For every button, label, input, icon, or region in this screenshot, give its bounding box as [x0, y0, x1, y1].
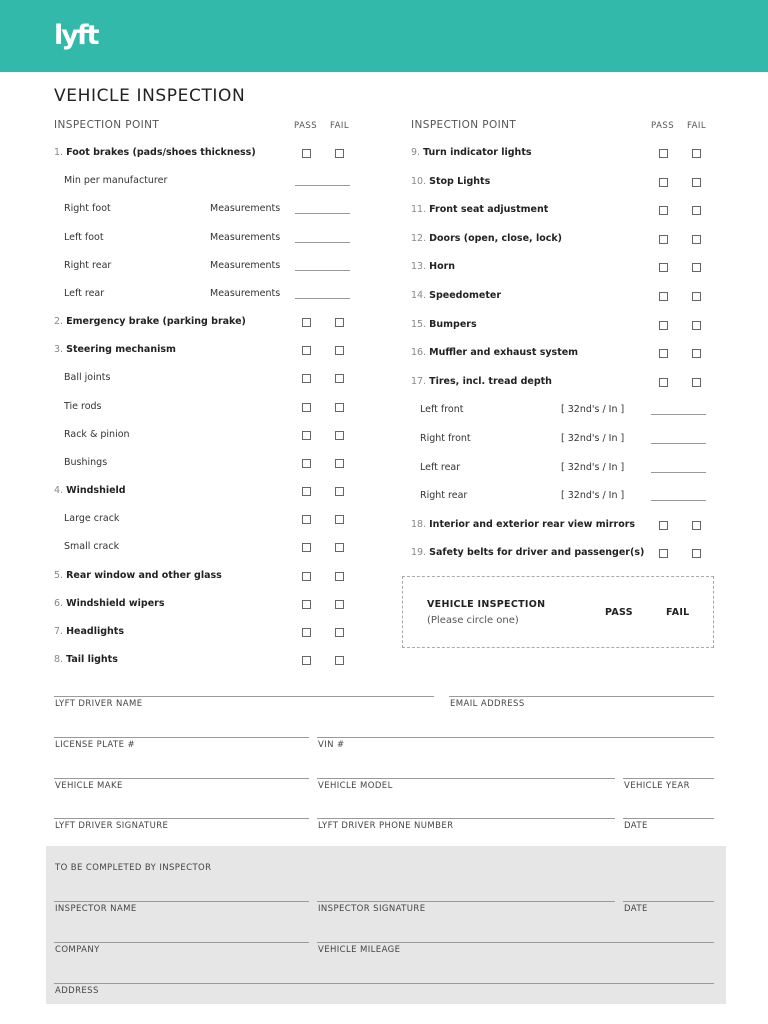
item-number: 18. [411, 518, 427, 530]
email-line[interactable] [449, 696, 714, 697]
inspection-row [420, 403, 464, 417]
inspection-row [411, 289, 501, 303]
item-sublabel: Min per manufacturer [64, 175, 168, 187]
inspector-heading: TO BE COMPLETED BY INSPECTOR [55, 863, 212, 873]
item-number: 6. [54, 597, 64, 609]
driver-phone-label: LYFT DRIVER PHONE NUMBER [318, 821, 454, 831]
vehicle-year-label: VEHICLE YEAR [624, 781, 690, 791]
pass-checkbox[interactable] [302, 403, 311, 412]
item-number: 15. [411, 318, 427, 330]
measurement-input-line[interactable] [651, 443, 706, 444]
pass-checkbox[interactable] [302, 628, 311, 637]
driver-phone-line[interactable] [317, 818, 615, 819]
measurement-unit-label: [ 32nd's / In ] [561, 490, 625, 502]
item-label: Steering mechanism [66, 344, 176, 356]
fail-checkbox[interactable] [335, 431, 344, 440]
measurement-input-line[interactable] [295, 242, 350, 243]
item-sublabel: Bushings [64, 456, 108, 468]
company-line[interactable] [54, 942, 309, 943]
pass-checkbox[interactable] [659, 549, 668, 558]
inspection-row [64, 174, 167, 188]
item-number: 1. [54, 147, 64, 158]
item-label: Headlights [66, 625, 124, 637]
measurement-input-line[interactable] [651, 500, 706, 501]
measurement-input-line[interactable] [295, 213, 350, 214]
item-label: Windshield [66, 485, 126, 497]
measurement-input-line[interactable] [295, 270, 350, 271]
fail-checkbox[interactable] [335, 600, 344, 609]
inspection-row [64, 428, 130, 442]
inspection-row [54, 625, 124, 639]
vin-line[interactable] [317, 737, 714, 738]
fail-checkbox[interactable] [335, 543, 344, 552]
measurement-unit-label: Measurements [210, 259, 281, 271]
inspection-row [64, 512, 119, 526]
pass-checkbox[interactable] [302, 656, 311, 665]
result-subtitle: (Please circle one) [427, 615, 519, 626]
item-sublabel: Left front [420, 404, 464, 416]
right-pass-header: PASS [651, 121, 675, 131]
pass-checkbox[interactable] [302, 515, 311, 524]
inspection-row [64, 371, 110, 385]
pass-checkbox[interactable] [659, 521, 668, 530]
inspector-date-label: DATE [624, 904, 648, 914]
item-sublabel: Tie rods [64, 400, 102, 412]
fail-checkbox[interactable] [692, 149, 701, 158]
measurement-input-line[interactable] [295, 298, 350, 299]
item-sublabel: Right front [420, 433, 471, 444]
vin-label: VIN # [318, 740, 345, 750]
lyft-logo: lyft [54, 20, 98, 51]
fail-checkbox[interactable] [692, 263, 701, 272]
fail-checkbox[interactable] [692, 349, 701, 358]
item-label: Bumpers [429, 318, 477, 330]
inspection-row [64, 456, 107, 470]
measurement-input-line[interactable] [651, 414, 706, 415]
item-sublabel: Left rear [64, 287, 105, 299]
item-number: 9. [411, 147, 421, 158]
item-label: Safety belts for driver and passenger(s) [429, 547, 645, 559]
inspection-row [64, 400, 102, 414]
item-sublabel: Large crack [64, 513, 120, 525]
fail-checkbox[interactable] [692, 235, 701, 244]
driver-signature-label: LYFT DRIVER SIGNATURE [55, 821, 169, 831]
inspection-row [420, 432, 471, 446]
inspection-row [411, 546, 644, 560]
inspection-row [54, 343, 176, 357]
item-number: 10. [411, 175, 427, 187]
item-label: Speedometer [429, 290, 502, 301]
company-label: COMPANY [55, 945, 100, 955]
fail-checkbox[interactable] [335, 572, 344, 581]
item-number: 17. [411, 375, 427, 387]
pass-checkbox[interactable] [659, 321, 668, 330]
item-label: Horn [429, 261, 456, 273]
inspector-section [46, 846, 726, 1004]
vehicle-year-line[interactable] [623, 778, 714, 779]
item-label: Stop Lights [429, 175, 491, 187]
inspection-row [54, 569, 222, 583]
inspection-row [411, 375, 552, 389]
item-sublabel: Left rear [420, 461, 461, 473]
item-number: 5. [54, 569, 64, 581]
fail-checkbox[interactable] [335, 374, 344, 383]
item-sublabel: Left foot [64, 231, 104, 243]
vehicle-make-line[interactable] [54, 778, 309, 779]
measurement-unit-label: [ 32nd's / In ] [561, 404, 625, 416]
item-label: Muffler and exhaust system [429, 347, 579, 359]
inspection-row [411, 232, 562, 246]
measurement-input-line[interactable] [651, 472, 706, 473]
page-title: VEHICLE INSPECTION [54, 86, 246, 106]
fail-checkbox[interactable] [692, 178, 701, 187]
measurement-unit-label: [ 32nd's / In ] [561, 433, 625, 444]
item-sublabel: Right rear [64, 259, 112, 271]
inspection-result-box [402, 576, 714, 648]
fail-checkbox[interactable] [335, 656, 344, 665]
item-sublabel: Small crack [64, 541, 120, 553]
fail-checkbox[interactable] [692, 206, 701, 215]
fail-checkbox[interactable] [335, 149, 344, 158]
inspection-row [411, 175, 490, 189]
header-bar [0, 0, 768, 72]
driver-date-label: DATE [624, 821, 648, 831]
inspection-row [64, 287, 104, 301]
pass-checkbox[interactable] [659, 263, 668, 272]
pass-checkbox[interactable] [302, 600, 311, 609]
inspector-date-line[interactable] [623, 901, 714, 902]
left-inspection-point-header: INSPECTION POINT [54, 119, 160, 131]
pass-checkbox[interactable] [302, 487, 311, 496]
item-number: 16. [411, 347, 427, 359]
measurement-unit-label: [ 32nd's / In ] [561, 461, 625, 473]
left-pass-header: PASS [294, 121, 318, 131]
item-label: Foot brakes (pads/shoes thickness) [66, 147, 256, 158]
address-line[interactable] [54, 983, 714, 984]
fail-checkbox[interactable] [692, 292, 701, 301]
item-label: Rear window and other glass [66, 569, 222, 581]
inspection-row [54, 484, 126, 498]
driver-name-line[interactable] [54, 696, 434, 697]
email-label: EMAIL ADDRESS [450, 699, 525, 709]
pass-checkbox[interactable] [659, 378, 668, 387]
inspector-signature-line[interactable] [317, 901, 615, 902]
result-pass-option[interactable]: PASS [605, 607, 633, 618]
pass-checkbox[interactable] [659, 292, 668, 301]
driver-date-line[interactable] [623, 818, 714, 819]
item-number: 11. [411, 204, 427, 216]
inspection-row [411, 146, 532, 160]
inspection-row [420, 489, 467, 503]
inspector-name-label: INSPECTOR NAME [55, 904, 137, 914]
fail-checkbox[interactable] [692, 321, 701, 330]
inspection-row [411, 346, 578, 360]
inspection-row [54, 653, 118, 667]
inspection-row [54, 146, 256, 160]
item-sublabel: Right rear [420, 490, 468, 502]
pass-checkbox[interactable] [302, 318, 311, 327]
vehicle-mileage-line[interactable] [317, 942, 714, 943]
item-number: 19. [411, 547, 427, 559]
pass-checkbox[interactable] [302, 543, 311, 552]
license-plate-line[interactable] [54, 737, 309, 738]
right-inspection-point-header: INSPECTION POINT [411, 119, 517, 131]
vehicle-model-line[interactable] [317, 778, 615, 779]
item-label: Emergency brake (parking brake) [66, 316, 246, 328]
item-label: Tires, incl. tread depth [429, 375, 552, 387]
fail-checkbox[interactable] [692, 378, 701, 387]
driver-name-label: LYFT DRIVER NAME [55, 699, 143, 709]
pass-checkbox[interactable] [659, 149, 668, 158]
fail-checkbox[interactable] [692, 549, 701, 558]
fail-checkbox[interactable] [335, 346, 344, 355]
measurement-unit-label: Measurements [210, 287, 281, 299]
inspector-signature-label: INSPECTOR SIGNATURE [318, 904, 426, 914]
inspection-row [420, 461, 460, 475]
pass-checkbox[interactable] [302, 572, 311, 581]
inspection-row [411, 318, 477, 332]
inspection-row [64, 231, 104, 245]
inspection-row [411, 260, 455, 274]
driver-signature-line[interactable] [54, 818, 309, 819]
item-sublabel: Ball joints [64, 372, 111, 384]
vehicle-model-label: VEHICLE MODEL [318, 781, 393, 791]
pass-checkbox[interactable] [659, 349, 668, 358]
fail-checkbox[interactable] [335, 487, 344, 496]
item-label: Interior and exterior rear view mirrors [429, 518, 636, 530]
fail-checkbox[interactable] [335, 515, 344, 524]
item-number: 4. [54, 485, 64, 497]
pass-checkbox[interactable] [302, 346, 311, 355]
inspection-row [64, 202, 111, 216]
pass-checkbox[interactable] [659, 206, 668, 215]
pass-checkbox[interactable] [302, 431, 311, 440]
pass-checkbox[interactable] [302, 374, 311, 383]
item-number: 12. [411, 232, 427, 244]
fail-checkbox[interactable] [335, 459, 344, 468]
item-number: 13. [411, 261, 427, 273]
left-fail-header: FAIL [330, 121, 350, 131]
license-plate-label: LICENSE PLATE # [55, 740, 135, 750]
measurement-unit-label: Measurements [210, 203, 281, 215]
measurement-input-line[interactable] [295, 185, 350, 186]
inspector-name-line[interactable] [54, 901, 309, 902]
inspection-row [411, 203, 548, 217]
item-label: Turn indicator lights [423, 147, 532, 158]
inspection-row [54, 315, 246, 329]
result-title: VEHICLE INSPECTION [427, 599, 546, 610]
result-fail-option[interactable]: FAIL [666, 607, 690, 618]
fail-checkbox[interactable] [335, 628, 344, 637]
fail-checkbox[interactable] [335, 318, 344, 327]
item-number: 2. [54, 316, 64, 328]
item-number: 7. [54, 625, 64, 637]
item-sublabel: Right foot [64, 203, 111, 215]
fail-checkbox[interactable] [692, 521, 701, 530]
inspection-row [64, 259, 111, 273]
vehicle-mileage-label: VEHICLE MILEAGE [318, 945, 401, 955]
item-label: Front seat adjustment [429, 204, 549, 216]
item-sublabel: Rack & pinion [64, 428, 130, 440]
item-number: 8. [54, 654, 64, 666]
fail-checkbox[interactable] [335, 403, 344, 412]
item-label: Tail lights [66, 654, 118, 666]
inspection-row [54, 597, 165, 611]
inspection-row [64, 540, 119, 554]
item-label: Windshield wipers [66, 597, 165, 609]
item-number: 14. [411, 290, 427, 301]
inspection-row [411, 518, 635, 532]
item-number: 3. [54, 344, 64, 356]
right-fail-header: FAIL [687, 121, 707, 131]
pass-checkbox[interactable] [302, 459, 311, 468]
pass-checkbox[interactable] [659, 178, 668, 187]
pass-checkbox[interactable] [302, 149, 311, 158]
measurement-unit-label: Measurements [210, 231, 281, 243]
item-label: Doors (open, close, lock) [429, 232, 563, 244]
address-label: ADDRESS [55, 986, 99, 996]
pass-checkbox[interactable] [659, 235, 668, 244]
vehicle-make-label: VEHICLE MAKE [55, 781, 123, 791]
